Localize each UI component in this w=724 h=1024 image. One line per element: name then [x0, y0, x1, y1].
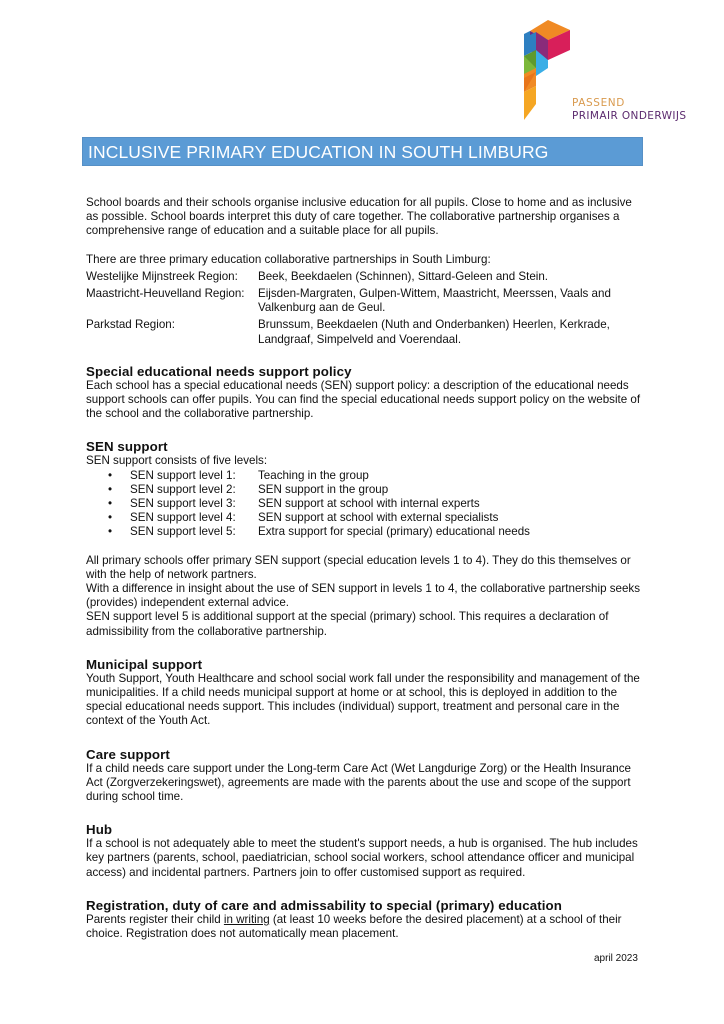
sen-support-paragraphs [86, 554, 642, 639]
region-name: Parkstad Region: [86, 318, 175, 332]
logo-text-passend: PASSEND [572, 97, 625, 109]
level-label: SEN support level 1: [130, 468, 236, 482]
level-value: SEN support in the group [258, 482, 389, 496]
level-value: SEN support at school with internal experts [258, 497, 480, 511]
sen-paragraph: All primary schools offer primary SEN support (special education levels 1 to 4). They do this themselves or with the help of network partners. [86, 553, 631, 581]
level-label: SEN support level 2: [130, 482, 236, 496]
level-value: Extra support for special (primary) educational needs [258, 525, 530, 539]
list-item [86, 469, 642, 483]
section-body: If a school is not adequately able to meet the student's support needs, a hub is organised. The hub includes key partners (parents, school, paediatrician, school social workers, school attendance officer and municipal access) and incidental partners. Partners join to offer customised support as required. [86, 837, 638, 879]
section-hub [86, 822, 642, 880]
region-row [86, 270, 642, 284]
intro-paragraph: School boards and their schools organise inclusive education for all pupils. Close to home and as inclusive as possible. School boards interpret this duty of care together. The collaborative partnership organises a comprehensive range of education and a suitable place for all pupils. [86, 196, 632, 238]
level-label: SEN support level 4: [130, 511, 236, 525]
section-body: Each school has a special educational needs (SEN) support policy: a description of the educational needs support schools can offer pupils. You can find the special educational needs support policy on the website of the school and the collaborative partnership. [86, 378, 641, 421]
bullet-icon: • [108, 482, 113, 496]
region-row [86, 318, 642, 346]
section-heading: Care support [86, 746, 170, 762]
level-value: SEN support at school with external specialists [258, 511, 499, 525]
level-label: SEN support level 5: [130, 525, 236, 539]
registration-text-after: (at least 10 weeks before the desired placement) at a school of their choice. Registration does not automatically mean placement. [86, 912, 622, 941]
regions-table [86, 270, 642, 347]
region-towns: Eijsden-Margraten, Gulpen-Wittem, Maastricht, Meerssen, Vaals and Valkenburg aan de Geul. [258, 287, 611, 315]
section-registration [86, 898, 642, 941]
section-heading: Municipal support [86, 656, 203, 672]
sen-paragraph: With a difference in insight about the use of SEN support in levels 1 to 4, the collaborative partnership seeks (provides) independent external advice. [86, 581, 641, 610]
region-name: Maastricht-Heuvelland Region: [86, 287, 245, 301]
section-sen-support [86, 439, 642, 638]
regions-block [86, 253, 642, 347]
regions-lead: There are three primary education collaborative partnerships in South Limburg: [86, 252, 491, 266]
level-label: SEN support level 3: [130, 497, 236, 511]
bullet-icon: • [108, 468, 113, 482]
registration-text-before: Parents register their child [86, 912, 224, 926]
section-body: If a child needs care support under the Long-term Care Act (Wet Langdurige Zorg) or the Health Insurance Act (Zorgverzekeringswet), agreements are made with the parents about the use and scope of the support during school time. [86, 761, 631, 804]
bullet-icon: • [108, 525, 113, 539]
level-value: Teaching in the group [258, 468, 369, 482]
document-body [86, 196, 642, 941]
sen-levels-list [86, 469, 642, 540]
bullet-icon: • [108, 511, 113, 525]
logo-mark-icon [524, 20, 572, 124]
section-body [86, 913, 642, 941]
footer-date: april 2023 [594, 953, 638, 964]
sen-paragraph: SEN support level 5 is additional support at the special (primary) school. This requires a declaration of admissibility from the collaborative partnership. [86, 610, 609, 638]
section-sen-policy [86, 364, 642, 422]
in-writing-link[interactable]: in writing [223, 912, 270, 926]
section-heading: Hub [86, 822, 113, 838]
section-body: Youth Support, Youth Healthcare and school social work fall under the responsibility and management of the municipalities. If a child needs municipal support at home or at school, this is deployed in addition to the special educational needs support. This includes (individual) support, treatment and personal care in the context of the Youth Act. [86, 671, 640, 728]
section-heading: Registration, duty of care and admissability to special (primary) education [86, 897, 562, 913]
region-name: Westelijke Mijnstreek Region: [86, 269, 238, 283]
page-title: INCLUSIVE PRIMARY EDUCATION IN SOUTH LIMBURG [88, 142, 549, 162]
list-item [86, 497, 642, 511]
bullet-icon: • [108, 497, 113, 511]
region-towns: Brunssum, Beekdaelen (Nuth and Onderbanken) Heerlen, Kerkrade, Landgraaf, Simpelveld and Voerendaal. [258, 318, 610, 346]
logo-text-primair-onderwijs: PRIMAIR ONDERWIJS [572, 110, 687, 122]
list-item [86, 483, 642, 497]
region-row [86, 287, 642, 315]
region-towns: Beek, Beekdaelen (Schinnen), Sittard-Geleen and Stein. [258, 269, 549, 283]
sen-levels-lead: SEN support consists of five levels: [86, 454, 268, 468]
list-item [86, 525, 642, 539]
section-heading: SEN support [86, 439, 168, 455]
section-care-support [86, 747, 642, 805]
list-item [86, 511, 642, 525]
section-municipal-support [86, 657, 642, 729]
section-heading: Special educational needs support policy [86, 363, 352, 379]
passend-primair-onderwijs-logo [524, 20, 724, 124]
title-banner [82, 137, 643, 166]
